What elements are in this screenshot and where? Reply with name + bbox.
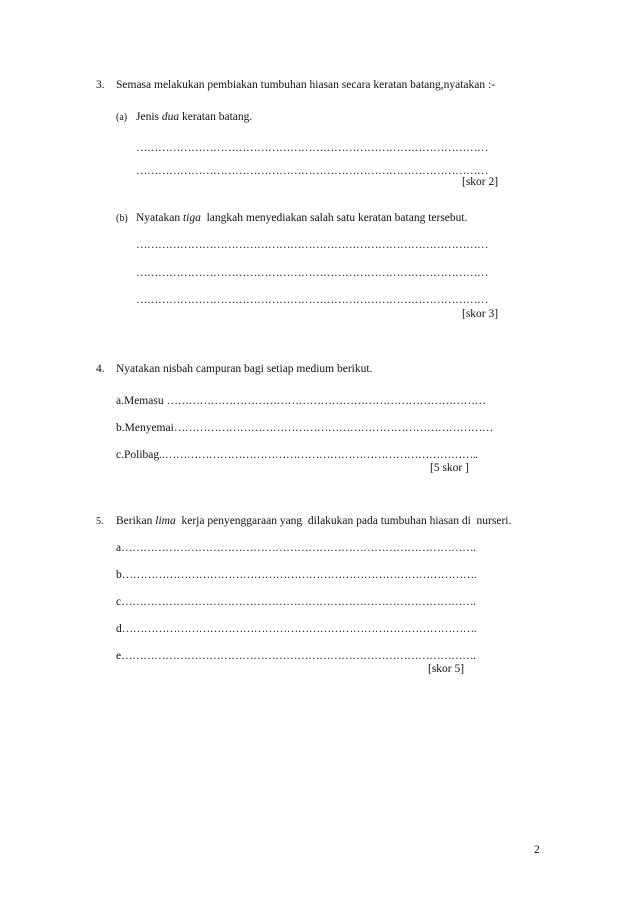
q5-post: kerja penyenggaraan yang dilakukan pada tumbuhan hiasan di nurseri. (175, 515, 512, 527)
q5-item-c-label: c (116, 596, 122, 608)
q4-skor: [5 skor ] (430, 462, 469, 474)
q3a-skor: [skor 2] (462, 176, 499, 188)
q3a-text (136, 110, 252, 124)
q4-item-a-label: a.Memasu (116, 395, 164, 407)
answer-line[interactable]: …………………………………………………………………………………… (136, 239, 488, 251)
q5-number: 5. (96, 516, 104, 527)
q5-item-b-label: b (116, 569, 122, 581)
q3b-skor: [skor 3] (462, 308, 499, 320)
answer-line[interactable]: ……………………………………………………………………………………. (121, 596, 476, 608)
q5-item-e-label: e (116, 650, 122, 662)
answer-line[interactable]: …………………………………………………………………………………… (136, 294, 488, 306)
q4-item-b (116, 421, 493, 435)
q3a-pre: Jenis (136, 111, 162, 123)
q5-item-d (116, 622, 476, 636)
q5-item-b (116, 568, 476, 582)
q5-text (116, 514, 511, 528)
q4-number: 4. (96, 363, 105, 375)
answer-line[interactable]: ……………………………………………………………………………………. (121, 542, 476, 554)
q5-pre: Berikan (116, 515, 156, 527)
q5-item-a-label: a (116, 542, 122, 554)
q5-item-c (116, 595, 475, 609)
q5-em: lima (155, 515, 176, 527)
q3-text: Semasa melakukan pembiakan tumbuhan hiasan secara keratan batang,nyatakan :- (116, 79, 496, 91)
q3b-text (136, 211, 467, 225)
answer-line[interactable]: …………………………………………………………………………………… (136, 267, 488, 279)
q4-item-b-label: b.Menyemai (116, 422, 174, 434)
q3a-label: (a) (116, 112, 128, 123)
answer-line[interactable]: …………………………………………………………………………………… (136, 142, 488, 154)
q4-item-a (116, 394, 485, 408)
q4-text: Nyatakan nisbah campuran bagi setiap medium berikut. (116, 363, 373, 375)
answer-line[interactable]: …………………………………………………………………………… (166, 395, 486, 407)
q4-item-c-label: c.Polibag.. (116, 449, 165, 461)
q5-skor: [skor 5] (428, 663, 465, 675)
q3b-pre: Nyatakan (136, 212, 183, 224)
q3-number: 3. (96, 79, 105, 91)
q3a-em: dua (161, 111, 180, 123)
q3b-em: tiga (182, 212, 201, 224)
q4-item-c (116, 448, 478, 462)
answer-line[interactable]: ……………………………………………………………………………………. (121, 623, 477, 635)
q5-item-a (116, 541, 475, 555)
q5-item-d-label: d (116, 623, 122, 635)
page-number: 2 (534, 844, 540, 856)
answer-line[interactable]: ……………………………………………………………………………………. (121, 569, 477, 581)
q3b-post: langkah menyediakan salah satu keratan batang tersebut. (200, 212, 468, 224)
q5-item-e (116, 649, 475, 663)
answer-line[interactable]: ……………………………………………………………………………………. (121, 650, 476, 662)
q3a-post: keratan batang. (179, 111, 253, 123)
answer-line[interactable]: …………………………………………………………………………… (173, 422, 493, 434)
answer-line[interactable]: …………………………………………………………………………………… (136, 165, 488, 177)
answer-line[interactable]: ………………………………………………………………………….. (164, 449, 478, 461)
q3b-label: (b) (116, 213, 128, 224)
